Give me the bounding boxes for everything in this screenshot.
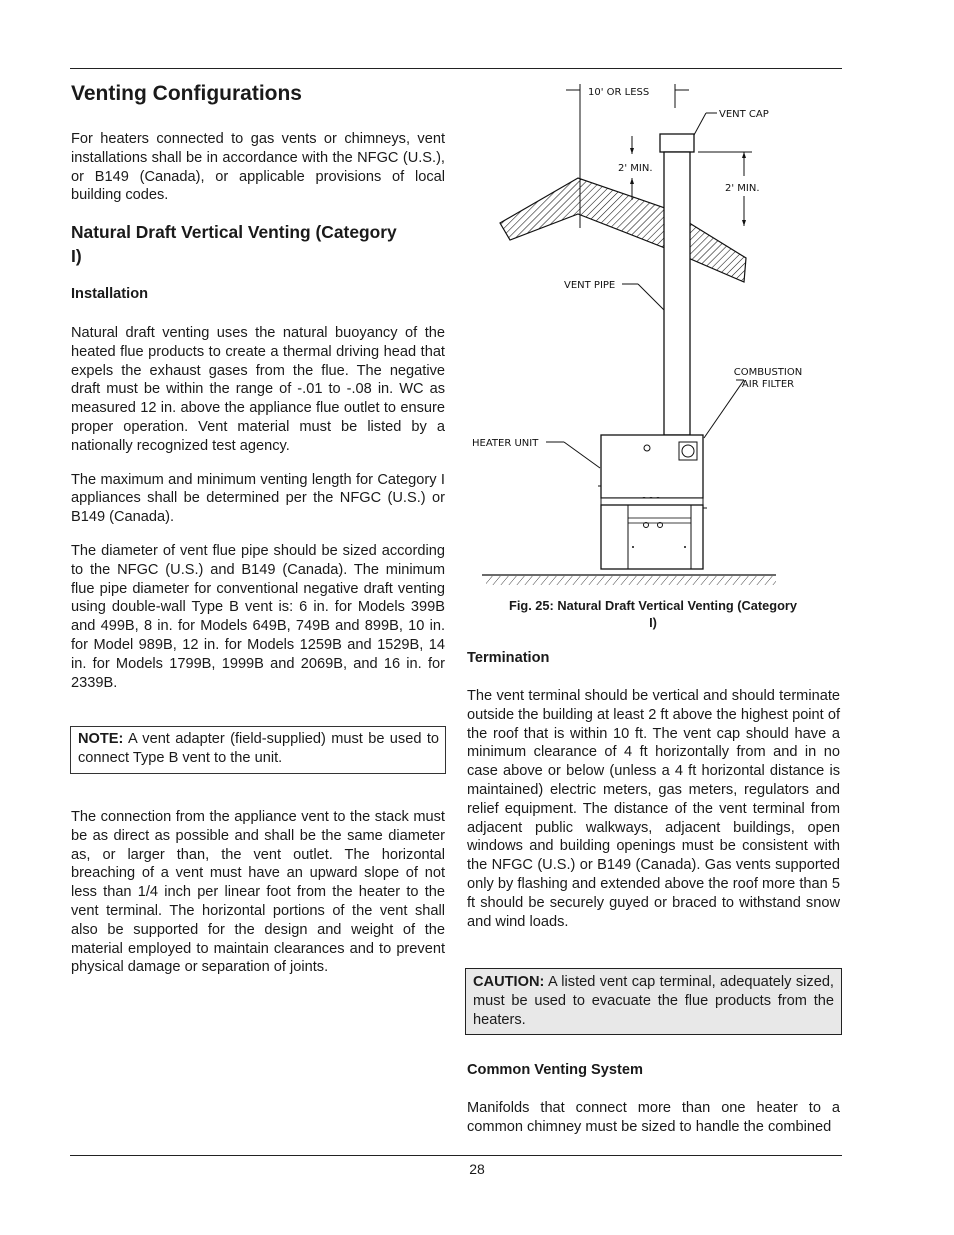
label-ten-ft: 10' OR LESS xyxy=(588,87,650,98)
intro-paragraph: For heaters connected to gas vents or chimneys, vent installations shall be in accordance with the NFGC (U.S.), or B149 (Canada), or applicable provisions of local building codes. xyxy=(71,131,445,204)
bottom-rule xyxy=(70,1155,842,1156)
page-number: 28 xyxy=(469,1161,485,1177)
label-combustion-2: AIR FILTER xyxy=(741,379,795,390)
installation-p2: The maximum and minimum venting length for Category I appliances shall be determined per the NFGC (U.S.) or B149 (Canada). xyxy=(71,471,445,526)
roof-left xyxy=(500,178,665,248)
caution-box xyxy=(465,968,842,1035)
caution-text: A listed vent cap terminal, adequately sized, must be used to evacuate the flue products from the heaters. xyxy=(473,974,834,1028)
top-rule xyxy=(70,68,842,69)
vent-cap xyxy=(660,134,694,152)
installation-p3: The diameter of vent flue pipe should be sized according to the NFGC (U.S.) and B149 (Canada). The minimum flue pipe diameter for conventional negative draft venting using double-wall Type B vent is: 6 in. for Models 399B and 499B, 8 in. for Models 649B, 749B and 899B, 10 in. for Model 989B, 12 in. for Models 1259B and 1529B, 14 in. for Models 1799B, 1999B and 2069B, and 16 in. for 2339B. xyxy=(71,542,445,691)
installation-heading: Installation xyxy=(71,286,149,302)
label-combustion-1: COMBUSTION xyxy=(733,367,803,378)
connection-paragraph: The connection from the appliance vent to the stack must be as direct as possible and shall be the same diameter as, or larger than, the vent outlet. The horizontal breaching of a vent must have an upward slope of not less than 1/4 inch per linear foot from the heater to the vent terminal. The horizontal portions of the vent shall also be supported for the design and weight of the material employed to maintain clearances and to prevent physical damage or separation of joints. xyxy=(71,809,445,976)
installation-p1: Natural draft venting uses the natural buoyancy of the heated flue products to create a thermal driving head that expels the exhaust gases from the flue. The negative draft must be within the range of -.01 to -.08 in. WC as measured 12 in. above the appliance flue outlet to ensure proper operation. Vent material must be listed by a nationally recognized test agency. xyxy=(71,325,445,454)
common-venting-heading: Common Venting System xyxy=(467,1062,643,1078)
installation-body xyxy=(71,324,445,692)
note-text: A vent adapter (field-supplied) must be used to connect Type B vent to the unit. xyxy=(78,731,439,766)
note-box xyxy=(70,726,446,774)
label-vent-pipe: VENT PIPE xyxy=(564,280,616,291)
section-title: Natural Draft Vertical Venting (Category I) xyxy=(71,222,397,266)
common-venting-body: Manifolds that connect more than one heater to a common chimney must be sized to handle the combined xyxy=(467,1100,840,1135)
label-heater-unit: HEATER UNIT xyxy=(472,438,539,449)
label-vent-cap: VENT CAP xyxy=(719,109,769,120)
termination-heading: Termination xyxy=(467,650,550,666)
heater-unit xyxy=(598,435,707,569)
label-two-min-right: 2' MIN. xyxy=(725,183,760,194)
figure-caption: Fig. 25: Natural Draft Vertical Venting (Category I) xyxy=(509,598,797,630)
venting-diagram xyxy=(470,78,810,590)
page-title: Venting Configurations xyxy=(71,82,302,105)
caution-label: CAUTION: xyxy=(473,974,545,990)
termination-body: The vent terminal should be vertical and should terminate outside the building at least 2 ft above the highest point of the roof that is within 10 ft. The vent cap should have a minimum clearance of 4 ft horizontally from and in no case above or below (unless a 4 ft horizontal distance is maintained) electric meters, gas meters, regulators and relief equipment. The distance of the vent terminal from adjacent public walkways, adjacent buildings, open windows and building openings must be consistent with the NFGC (U.S.) or B149 (Canada). Gas vents supported only by flashing and extended above the roof more than 5 ft should be securely guyed or braced to withstand snow and wind loads. xyxy=(467,688,840,930)
label-two-min-left: 2' MIN. xyxy=(618,163,653,174)
vent-pipe xyxy=(664,152,690,435)
note-label: NOTE: xyxy=(78,731,124,747)
